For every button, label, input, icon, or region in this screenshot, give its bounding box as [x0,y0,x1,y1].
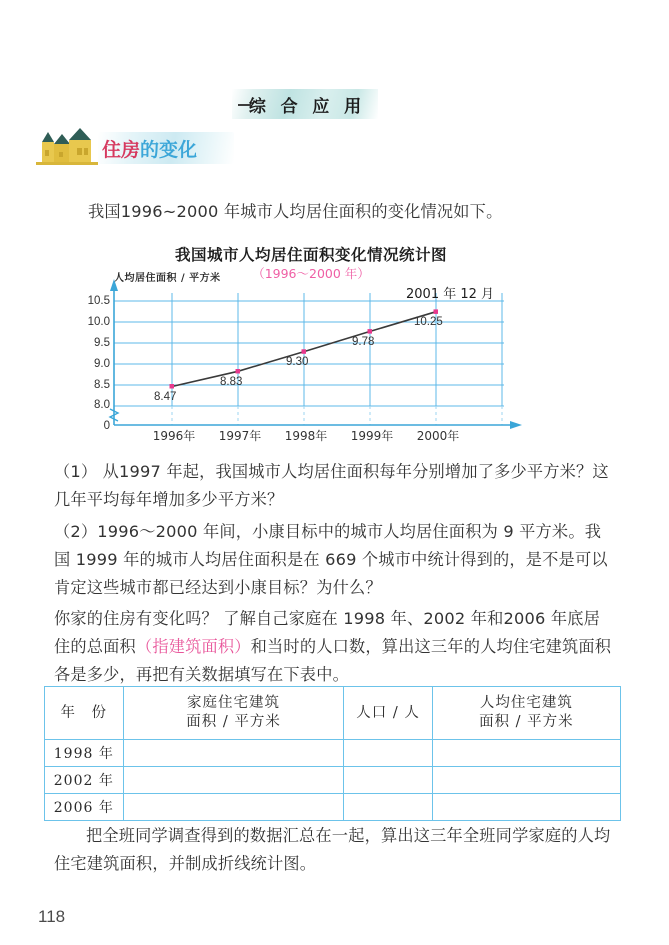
chart-canvas [96,243,526,438]
ytick-10-0: 10.0 [87,316,110,328]
data-label-2000: 10.25 [414,316,443,328]
table-cell-year-1998: 1998 年 [45,740,124,767]
table-header-per-capita-line1: 人均住宅建筑 [479,695,573,711]
ytick-8-0: 8.0 [94,399,110,411]
lesson-title [102,135,197,162]
table-cell-percapita-2006[interactable] [432,794,620,821]
ytick-0: 0 [103,420,110,432]
table-row [45,740,621,767]
data-label-1996: 8.47 [154,391,177,403]
question-1: （1） 从1997 年起，我国城市人均居住面积每年分别增加了多少平方米？这几年平均每年增加多少平方米？ [54,462,609,509]
ytick-9-5: 9.5 [94,337,110,349]
table-header-per-capita-line2: 面积 / 平方米 [479,714,574,730]
section-banner [232,89,378,119]
table-header-year: 年 份 [45,687,124,740]
chart-subtitle: （1996～2000 年） [252,266,370,281]
xtick-2000: 2000年 [416,429,460,443]
xtick-1999: 1999年 [350,429,394,443]
table-header-family-area [123,687,344,740]
table-cell-population-1998[interactable] [344,740,432,767]
data-label-1998: 9.30 [286,356,309,368]
lesson-title-red: 住房 [102,139,141,161]
closing-paragraph: 把全班同学调查得到的数据汇总在一起，算出这三年全班同学家庭的人均住宅建筑面积，并制成折线统计图。 [54,826,611,873]
table-header-population: 人口 / 人 [344,687,432,740]
table-cell-population-2002[interactable] [344,767,432,794]
table-cell-area-1998[interactable] [123,740,344,767]
activity-line-1: 你家的住房有变化吗？ 了解自己家庭在 1998 年、2002 年和 [54,609,504,628]
table-cell-year-2002: 2002 年 [45,767,124,794]
data-label-1997: 8.83 [220,376,243,388]
houses-icon [36,128,100,172]
xtick-1996: 1996年 [152,429,196,443]
table-header-row [45,687,621,740]
page-number: 118 [38,907,66,926]
table-cell-percapita-1998[interactable] [432,740,620,767]
table-header-family-area-line1: 家庭住宅建筑 [187,695,281,711]
chart-annotation: 2001 年 12 月 [406,287,495,302]
activity-paragraph [54,605,616,689]
data-label-1999: 9.78 [352,336,375,348]
question-2: （2）1996～2000 年间，小康目标中的城市人均居住面积为 9 平方米。我国 1999 年的城市人均居住面积是在 669 个城市中统计得到的，是不是可以肯定这些城市都已经达到小康目标？为什么？ [54,522,608,597]
ytick-8-5: 8.5 [94,379,110,391]
lesson-title-blue: 的变化 [140,139,198,161]
activity-line-2-after: 和当时的人口数，算出这 [250,637,431,656]
xtick-1998: 1998年 [284,429,328,443]
table-cell-area-2006[interactable] [123,794,344,821]
activity-pink-note: （指建筑面积） [135,637,251,656]
line-chart [87,243,526,443]
activity-line-3: 三年的人均住宅建筑面积各是多少，再把有关数据填写在下表中。 [54,637,612,684]
section-banner-label: 综 合 应 用 [248,96,367,116]
chart-title: 我国城市人均居住面积变化情况统计图 [174,246,447,264]
activity-line-2-before: 2006 年底居住的总面积 [54,609,601,656]
table-cell-population-2006[interactable] [344,794,432,821]
chart-ylabel: 人均居住面积 / 平方米 [114,273,221,284]
housing-data-table [44,686,621,821]
ytick-9-0: 9.0 [94,358,110,370]
table-header-family-area-line2: 面积 / 平方米 [186,714,281,730]
lesson-title-block [36,128,236,172]
ytick-10-5: 10.5 [87,295,110,307]
table-cell-year-2006: 2006 年 [45,794,124,821]
intro-paragraph: 我国1996~2000 年城市人均居住面积的变化情况如下。 [88,202,503,221]
xtick-1997: 1997年 [218,429,262,443]
table-row [45,794,621,821]
table-header-per-capita [432,687,620,740]
table-cell-percapita-2002[interactable] [432,767,620,794]
table-cell-area-2002[interactable] [123,767,344,794]
table-row [45,767,621,794]
